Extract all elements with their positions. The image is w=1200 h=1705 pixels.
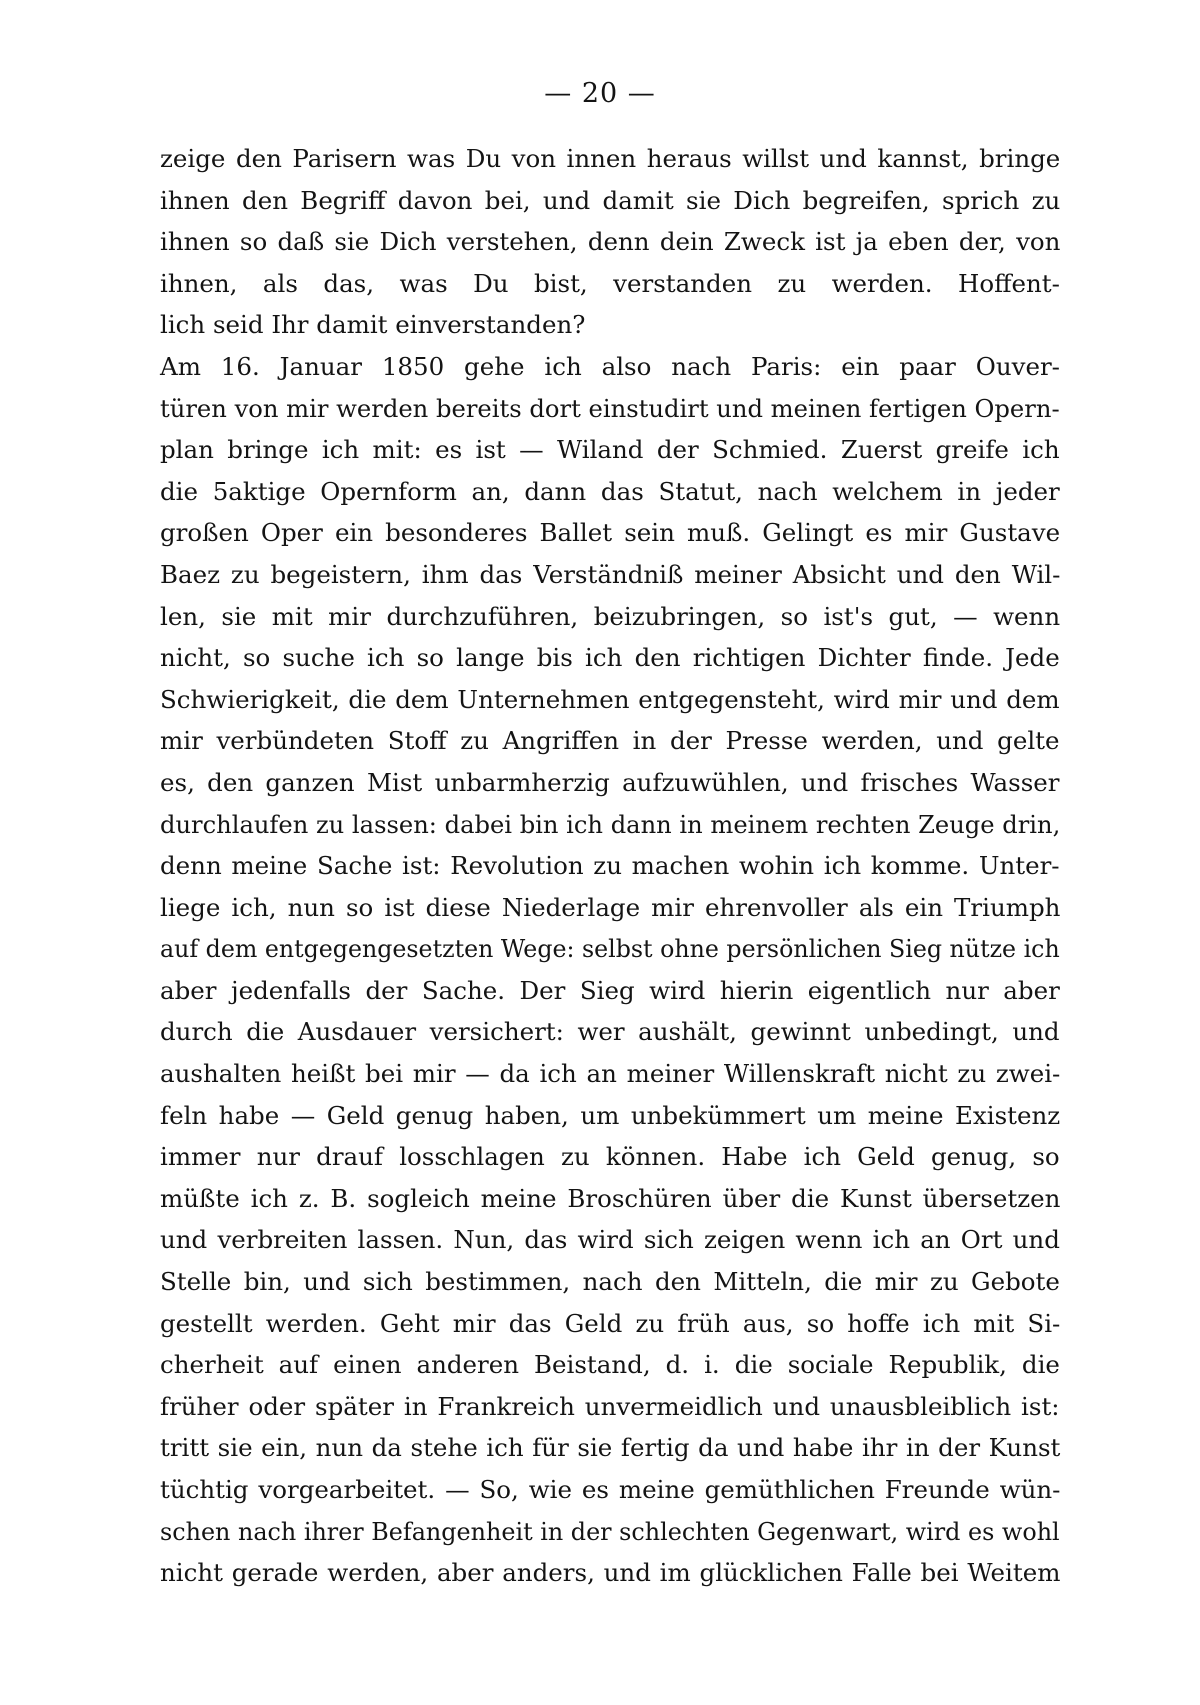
text-line: großen Oper ein besonderes Ballet sein muß. Gelingt es mir Gustave	[160, 518, 1061, 548]
text-line: Am 16. Januar 1850 gehe ich also nach Paris: ein paar Ouver-	[160, 351, 1060, 381]
text-line: türen von mir werden bereits dort einstudirt und meinen fertigen Opern-	[160, 393, 1060, 423]
text-line: gestellt werden. Geht mir das Geld zu früh aus, so hoffe ich mit Si-	[160, 1308, 1061, 1338]
text-line: und verbreiten lassen. Nun, das wird sich zeigen wenn ich an Ort und	[160, 1225, 1060, 1255]
text-line: liege ich, nun so ist diese Niederlage mir ehrenvoller als ein Triumph	[160, 892, 1061, 922]
text-line: immer nur drauf losschlagen zu können. Habe ich Geld genug, so	[160, 1142, 1060, 1172]
text-line: durchlaufen zu lassen: dabei bin ich dann in meinem rechten Zeuge drin,	[160, 809, 1061, 839]
text-line: nicht, so suche ich so lange bis ich den richtigen Dichter finde. Jede	[160, 643, 1060, 673]
text-line: plan bringe ich mit: es ist — Wiland der Schmied. Zuerst greife ich	[160, 435, 1060, 465]
text-line: feln habe — Geld genug haben, um unbekümmert um meine Existenz	[160, 1100, 1061, 1130]
text-line: Schwierigkeit, die dem Unternehmen entgegensteht, wird mir und dem	[160, 684, 1060, 714]
text-line: tritt sie ein, nun da stehe ich für sie fertig da und habe ihr in der Kunst	[160, 1433, 1061, 1463]
text-line: tüchtig vorgearbeitet. — So, wie es meine gemüthlichen Freunde wün-	[160, 1475, 1061, 1504]
text-line: es, den ganzen Mist unbarmherzig aufzuwühlen, und frisches Wasser	[160, 767, 1060, 797]
text-line: denn meine Sache ist: Revolution zu machen wohin ich komme. Unter-	[160, 851, 1060, 881]
page-number: — 20 —	[544, 78, 656, 109]
text-line: müßte ich z. B. sogleich meine Broschüren über die Kunst übersetzen	[160, 1183, 1061, 1213]
text-line: cherheit auf einen anderen Beistand, d. i. die sociale Republik, die	[160, 1350, 1060, 1380]
text-line: nicht gerade werden, aber anders, und im glücklichen Falle bei Weitem	[160, 1558, 1061, 1588]
text-line: ihnen, als das, was Du bist, verstanden zu werden. Hoffent-	[160, 268, 1060, 298]
text-line: len, sie mit mir durchzuführen, beizubringen, so ist's gut, — wenn	[160, 601, 1061, 631]
text-line: schen nach ihrer Befangenheit in der schlechten Gegenwart, wird es wohl	[160, 1516, 1060, 1546]
text-line: Stelle bin, und sich bestimmen, nach den Mitteln, die mir zu Gebote	[160, 1267, 1060, 1297]
text-line: die 5aktige Opernform an, dann das Statut, nach welchem in jeder	[160, 476, 1060, 506]
text-line: ihnen so daß sie Dich verstehen, denn dein Zweck ist ja eben der, von	[160, 227, 1061, 257]
text-line: ihnen den Begriff davon bei, und damit sie Dich begreifen, sprich zu	[160, 185, 1061, 215]
text-line: früher oder später in Frankreich unvermeidlich und unausbleiblich ist:	[160, 1391, 1060, 1421]
text-line: aushalten heißt bei mir — da ich an meiner Willenskraft nicht zu zwei-	[160, 1059, 1061, 1089]
body-text	[160, 138, 1060, 1594]
text-line: lich seid Ihr damit einverstanden?	[160, 310, 586, 340]
text-line: zeige den Parisern was Du von innen heraus willst und kannst, bringe	[160, 144, 1061, 173]
text-line: mir verbündeten Stoff zu Angriffen in der Presse werden, und gelte	[160, 726, 1060, 756]
text-line: auf dem entgegengesetzten Wege: selbst ohne persönlichen Sieg nütze ich	[160, 934, 1060, 964]
text-line: durch die Ausdauer versichert: wer aushält, gewinnt unbedingt, und	[160, 1017, 1060, 1047]
text-line: aber jedenfalls der Sache. Der Sieg wird hierin eigentlich nur aber	[160, 975, 1060, 1005]
text-line: Baez zu begeistern, ihm das Verständniß meiner Absicht und den Wil-	[160, 559, 1061, 589]
